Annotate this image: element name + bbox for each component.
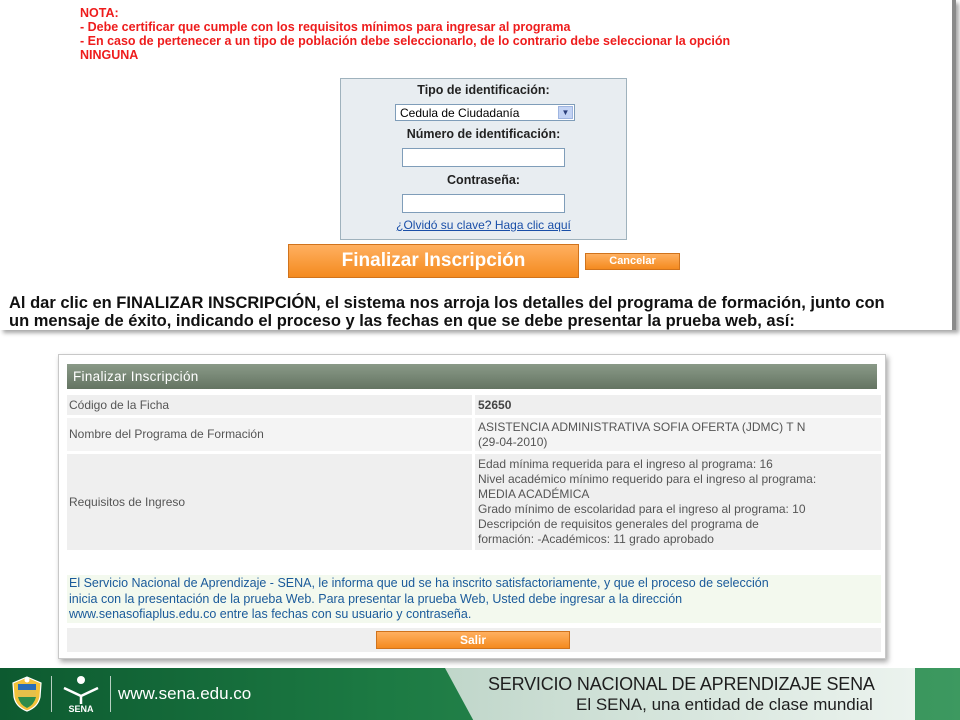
requisitos-value-line: Nivel académico mínimo requerido para el ingreso al programa: — [478, 472, 817, 486]
caption-line-1: Al dar clic en FINALIZAR INSCRIPCIÓN, el sistema nos arroja los detalles del programa de formación, junto con — [9, 294, 885, 312]
sena-footer — [0, 668, 960, 720]
requisitos-value — [475, 454, 881, 550]
programa-value — [475, 418, 881, 451]
nota-block — [80, 6, 730, 62]
result-screenshot — [58, 354, 886, 659]
success-message-line: inicia con la presentación de la prueba Web. Para presentar la prueba Web, Usted debe ingresar a la dirección — [69, 591, 683, 606]
cancelar-button[interactable]: Cancelar — [585, 253, 680, 270]
colombia-coat-of-arms-icon — [10, 675, 44, 713]
requisitos-value-line: Grado mínimo de escolaridad para el ingreso al programa: 10 — [478, 502, 806, 516]
login-form — [340, 78, 627, 240]
sena-website-link[interactable]: www.sena.edu.co — [118, 684, 252, 703]
nota-title: NOTA: — [80, 6, 119, 20]
salir-bar — [67, 628, 881, 652]
nota-line-ninguna: NINGUNA — [80, 48, 139, 62]
requisitos-value-line: MEDIA ACADÉMICA — [478, 487, 590, 501]
footer-divider — [51, 676, 52, 712]
codigo-ficha-label: Código de la Ficha — [67, 395, 472, 415]
caption-line-2: un mensaje de éxito, indicando el proceso y las fechas en que se debe presentar la prueba web, así: — [9, 312, 795, 330]
requisitos-value-line: formación: -Académicos: 11 grado aprobado — [478, 532, 714, 546]
tipo-identificacion-select[interactable] — [395, 104, 575, 121]
success-message — [67, 575, 881, 623]
registration-screenshot — [0, 0, 956, 330]
numero-identificacion-input[interactable] — [402, 148, 565, 167]
nota-line-poblacion: - En caso de pertenecer a un tipo de población debe seleccionarlo, de lo contrario debe seleccionar la opción — [80, 34, 731, 48]
chevron-down-icon[interactable]: ▼ — [558, 106, 573, 119]
forgot-password-link[interactable]: ¿Olvidó su clave? Haga clic aquí — [396, 218, 571, 232]
table-row — [67, 454, 881, 550]
table-row — [67, 418, 881, 451]
tipo-identificacion-value: Cedula de Ciudadanía — [400, 106, 520, 120]
success-message-line: El Servicio Nacional de Aprendizaje - SENA, le informa que ud se ha inscrito satisfactoriamente, y que el proceso de selección — [69, 576, 769, 590]
codigo-ficha-value: 52650 — [475, 395, 881, 415]
contrasena-input[interactable] — [402, 194, 565, 213]
tipo-identificacion-label: Tipo de identificación: — [417, 83, 550, 97]
finalizar-inscripcion-button[interactable]: Finalizar Inscripción — [288, 244, 579, 278]
requisitos-value-line: Descripción de requisitos generales del programa de — [478, 517, 759, 531]
sena-logo-icon — [58, 674, 104, 714]
contrasena-label: Contraseña: — [447, 173, 520, 187]
sena-logo-text: SENA — [68, 704, 94, 714]
numero-identificacion-label: Número de identificación: — [406, 127, 561, 141]
org-tagline: El SENA, una entidad de clase mundial — [576, 695, 873, 714]
finalizar-inscripcion-header: Finalizar Inscripción — [67, 364, 877, 389]
success-message-line: www.senasofiaplus.edu.co entre las fechas con su usuario y contraseña. — [69, 607, 472, 621]
programa-value-line: (29-04-2010) — [478, 435, 548, 449]
table-row — [67, 395, 881, 415]
slide-caption — [9, 294, 949, 330]
programa-value-line: ASISTENCIA ADMINISTRATIVA SOFIA OFERTA (JDMC) T N — [478, 420, 806, 434]
requisitos-label: Requisitos de Ingreso — [67, 454, 472, 550]
footer-divider — [110, 676, 111, 712]
programa-label: Nombre del Programa de Formación — [67, 418, 472, 451]
requisitos-value-line: Edad mínima requerida para el ingreso al programa: 16 — [478, 457, 773, 471]
nota-line-requisitos: - Debe certificar que cumple con los requisitos mínimos para ingresar al programa — [80, 20, 571, 34]
org-name: SERVICIO NACIONAL DE APRENDIZAJE SENA — [488, 674, 875, 694]
salir-button[interactable]: Salir — [376, 631, 570, 649]
